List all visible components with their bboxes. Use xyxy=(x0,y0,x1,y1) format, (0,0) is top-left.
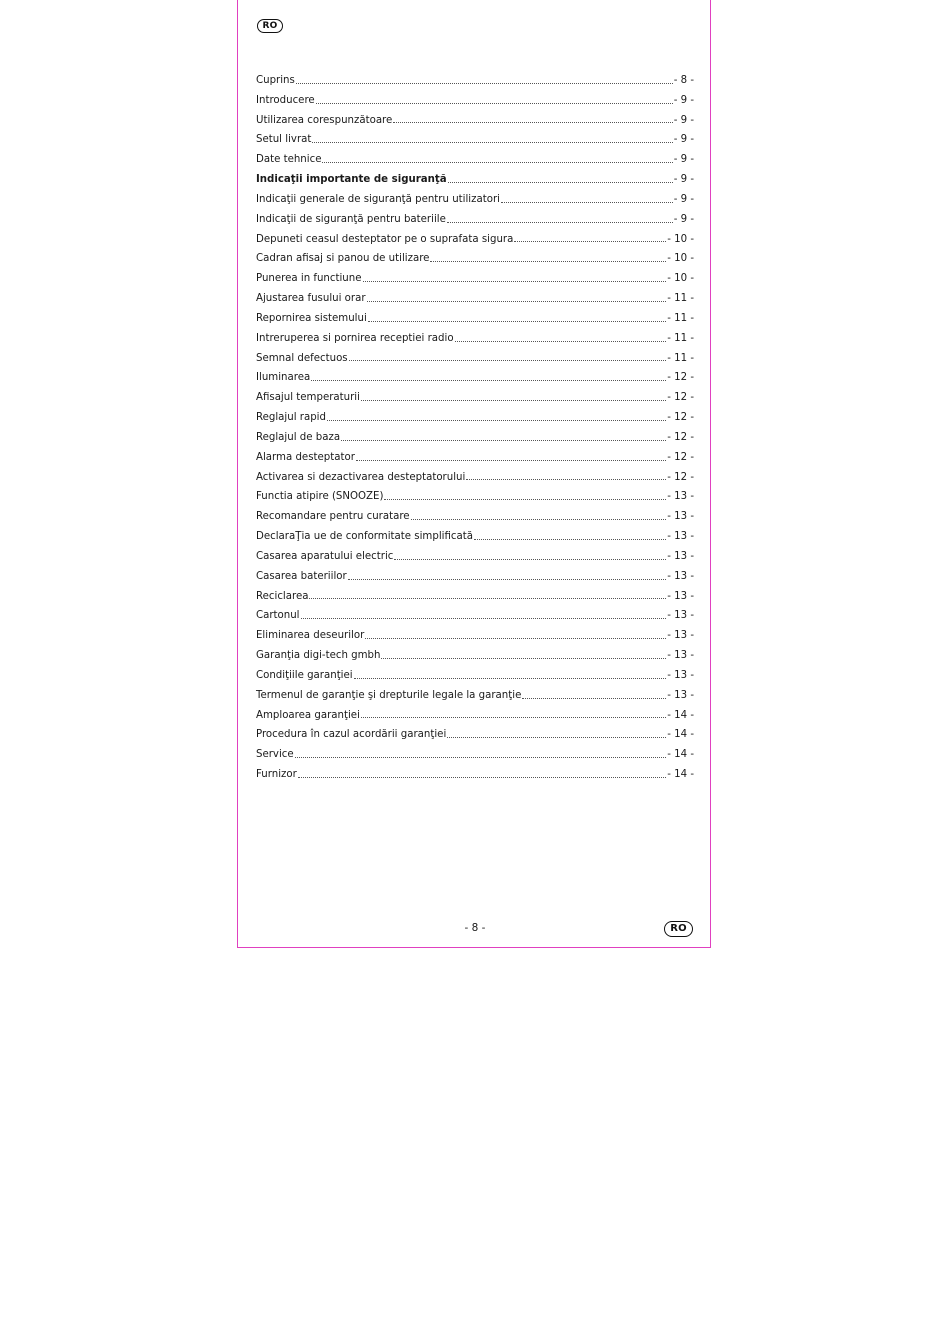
toc-entry-page: - 13 - xyxy=(667,650,694,662)
toc-entry-page: - 9 - xyxy=(673,193,694,205)
toc-entry[interactable] xyxy=(256,567,694,587)
toc-entry-page: - 13 - xyxy=(667,630,694,642)
toc-entry-page: - 14 - xyxy=(667,729,694,741)
toc-entry-page: - 13 - xyxy=(667,669,694,681)
toc-entry-title: Indicaţii importante de siguranţă xyxy=(256,174,447,186)
toc-entry-title: Intreruperea si pornirea receptiei radio xyxy=(256,332,454,344)
toc-entry-title: Reglajul rapid xyxy=(256,412,326,424)
toc-entry-title: Iluminarea xyxy=(256,372,311,384)
toc-entry-page: - 13 - xyxy=(667,610,694,622)
toc-dot-leader xyxy=(367,300,667,302)
toc-entry-page: - 13 - xyxy=(667,689,694,701)
toc-entry-title: Cadran afisaj si panou de utilizare xyxy=(256,253,430,265)
toc-entry-title: Reciclarea xyxy=(256,590,309,602)
toc-entry-page: - 13 - xyxy=(667,570,694,582)
table-of-contents xyxy=(256,71,694,785)
toc-dot-leader xyxy=(447,221,673,223)
toc-dot-leader xyxy=(501,201,673,203)
toc-entry-page: - 10 - xyxy=(667,273,694,285)
toc-entry[interactable] xyxy=(256,230,694,250)
toc-entry[interactable] xyxy=(256,626,694,646)
toc-entry-page: - 12 - xyxy=(667,451,694,463)
toc-entry-page: - 14 - xyxy=(667,709,694,721)
toc-entry[interactable] xyxy=(256,527,694,547)
toc-entry-page: - 12 - xyxy=(667,392,694,404)
toc-dot-leader xyxy=(298,776,666,778)
toc-entry-title: Date tehnice xyxy=(256,154,322,166)
toc-entry-title: Recomandare pentru curatare xyxy=(256,511,410,523)
toc-entry-title: Afisajul temperaturii xyxy=(256,392,360,404)
toc-dot-leader xyxy=(393,121,672,123)
toc-dot-leader xyxy=(301,617,667,619)
toc-dot-leader xyxy=(341,439,666,441)
toc-dot-leader xyxy=(522,697,666,699)
toc-dot-leader xyxy=(514,240,666,242)
toc-entry[interactable] xyxy=(256,190,694,210)
toc-entry[interactable] xyxy=(256,428,694,448)
toc-entry-title: Reglajul de baza xyxy=(256,431,341,443)
toc-entry-page: - 12 - xyxy=(667,372,694,384)
toc-entry-title: Garanţia digi-tech gmbh xyxy=(256,650,381,662)
toc-entry-title: Depuneti ceasul desteptator pe o suprafata sigura xyxy=(256,233,514,245)
toc-entry[interactable] xyxy=(256,210,694,230)
toc-entry-title: Alarma desteptator xyxy=(256,451,355,463)
toc-entry[interactable] xyxy=(256,349,694,369)
toc-entry-title: Indicaţii de siguranţă pentru bateriile xyxy=(256,213,446,225)
toc-entry-title: Cuprins xyxy=(256,75,295,86)
toc-entry[interactable] xyxy=(256,487,694,507)
toc-dot-leader xyxy=(411,518,667,520)
toc-dot-leader xyxy=(316,102,673,104)
toc-dot-leader xyxy=(349,359,667,361)
toc-dot-leader xyxy=(361,399,666,401)
toc-entry[interactable] xyxy=(256,170,694,190)
toc-dot-leader xyxy=(322,161,672,163)
toc-entry[interactable] xyxy=(256,91,694,111)
toc-entry-title: Termenul de garanţie şi drepturile legale la garanţie xyxy=(256,689,522,701)
toc-entry[interactable] xyxy=(256,646,694,666)
toc-dot-leader xyxy=(474,538,666,540)
toc-entry-page: - 13 - xyxy=(667,550,694,562)
toc-entry-title: Eliminarea deseurilor xyxy=(256,630,365,642)
toc-dot-leader xyxy=(327,419,666,421)
toc-entry-title: Amploarea garanţiei xyxy=(256,709,360,721)
toc-entry-title: Semnal defectuos xyxy=(256,352,348,364)
toc-entry-title: Introducere xyxy=(256,94,315,106)
toc-entry[interactable] xyxy=(256,587,694,607)
toc-dot-leader xyxy=(312,141,672,143)
toc-entry[interactable] xyxy=(256,269,694,289)
toc-entry-title: Casarea bateriilor xyxy=(256,570,347,582)
toc-entry-page: - 9 - xyxy=(673,94,694,106)
toc-entry-page: - 13 - xyxy=(667,590,694,602)
toc-entry-title: Utilizarea corespunzătoare xyxy=(256,114,393,126)
toc-dot-leader xyxy=(363,280,667,282)
toc-entry-page: - 9 - xyxy=(673,154,694,166)
toc-entry-page: - 14 - xyxy=(667,749,694,761)
toc-entry-page: - 10 - xyxy=(667,253,694,265)
toc-entry-page: - 12 - xyxy=(667,471,694,483)
toc-entry-page: - 13 - xyxy=(667,491,694,503)
toc-entry-title: Functia atipire (SNOOZE) xyxy=(256,491,384,503)
toc-entry[interactable] xyxy=(256,130,694,150)
toc-entry-page: - 13 - xyxy=(667,531,694,543)
toc-entry-title: Activarea si dezactivarea desteptatorului xyxy=(256,471,466,483)
toc-dot-leader xyxy=(361,716,666,718)
toc-entry-page: - 8 - xyxy=(673,75,694,86)
toc-dot-leader xyxy=(365,637,666,639)
toc-entry[interactable] xyxy=(256,309,694,329)
toc-dot-leader xyxy=(381,657,666,659)
toc-entry-title: Ajustarea fusului orar xyxy=(256,293,366,305)
toc-entry-page: - 11 - xyxy=(667,312,694,324)
toc-entry-title: Cartonul xyxy=(256,610,300,622)
toc-entry[interactable] xyxy=(256,547,694,567)
toc-dot-leader xyxy=(295,756,667,758)
toc-entry[interactable] xyxy=(256,111,694,131)
toc-entry[interactable] xyxy=(256,329,694,349)
toc-dot-leader xyxy=(466,478,666,480)
toc-dot-leader xyxy=(368,320,666,322)
footer-language-badge: RO xyxy=(664,921,693,937)
toc-entry-title: Setul livrat xyxy=(256,134,312,146)
toc-entry-title: Repornirea sistemului xyxy=(256,312,367,324)
toc-entry-page: - 14 - xyxy=(667,768,694,780)
toc-dot-leader xyxy=(384,498,666,500)
toc-entry-title: Punerea in functiune xyxy=(256,273,362,285)
toc-entry-page: - 12 - xyxy=(667,412,694,424)
toc-entry[interactable] xyxy=(256,745,694,765)
toc-entry[interactable] xyxy=(256,448,694,468)
toc-entry-page: - 10 - xyxy=(667,233,694,245)
toc-entry-page: - 11 - xyxy=(667,293,694,305)
toc-entry-page: - 9 - xyxy=(673,174,694,186)
toc-dot-leader xyxy=(394,558,666,560)
toc-entry[interactable] xyxy=(256,706,694,726)
toc-entry-page: - 9 - xyxy=(673,114,694,126)
toc-entry-page: - 11 - xyxy=(667,332,694,344)
toc-entry-page: - 9 - xyxy=(673,134,694,146)
toc-entry[interactable] xyxy=(256,289,694,309)
toc-dot-leader xyxy=(348,578,667,580)
toc-entry-page: - 13 - xyxy=(667,511,694,523)
toc-entry[interactable] xyxy=(256,666,694,686)
toc-entry-title: DeclaraŢia ue de conformitate simplificată xyxy=(256,531,473,543)
toc-entry-title: Furnizor xyxy=(256,768,297,780)
toc-entry-page: - 11 - xyxy=(667,352,694,364)
toc-dot-leader xyxy=(455,340,667,342)
language-badge: RO xyxy=(257,19,283,33)
toc-dot-leader xyxy=(356,459,666,461)
toc-entry-title: Procedura în cazul acordării garanţiei xyxy=(256,729,447,741)
toc-entry-title: Condiţiile garanţiei xyxy=(256,669,353,681)
toc-entry-page: - 12 - xyxy=(667,431,694,443)
toc-entry[interactable] xyxy=(256,686,694,706)
toc-entry[interactable] xyxy=(256,368,694,388)
toc-entry-title: Indicaţii generale de siguranţă pentru utilizatori xyxy=(256,193,500,205)
toc-entry-page: - 9 - xyxy=(673,213,694,225)
toc-entry-title: Service xyxy=(256,749,294,761)
toc-entry[interactable] xyxy=(256,249,694,269)
toc-entry[interactable] xyxy=(256,71,694,91)
toc-dot-leader xyxy=(447,736,666,738)
toc-dot-leader xyxy=(430,260,666,262)
toc-entry[interactable] xyxy=(256,150,694,170)
toc-entry[interactable] xyxy=(256,606,694,626)
toc-entry[interactable] xyxy=(256,468,694,488)
page-number: - 8 - xyxy=(464,922,486,934)
toc-dot-leader xyxy=(309,597,666,599)
toc-dot-leader xyxy=(354,677,667,679)
toc-entry-title: Casarea aparatului electric xyxy=(256,550,394,562)
toc-entry[interactable] xyxy=(256,765,694,785)
toc-entry[interactable] xyxy=(256,388,694,408)
toc-dot-leader xyxy=(448,181,673,183)
toc-entry[interactable] xyxy=(256,725,694,745)
toc-entry[interactable] xyxy=(256,507,694,527)
toc-dot-leader xyxy=(296,82,673,84)
toc-entry[interactable] xyxy=(256,408,694,428)
toc-dot-leader xyxy=(311,379,666,381)
